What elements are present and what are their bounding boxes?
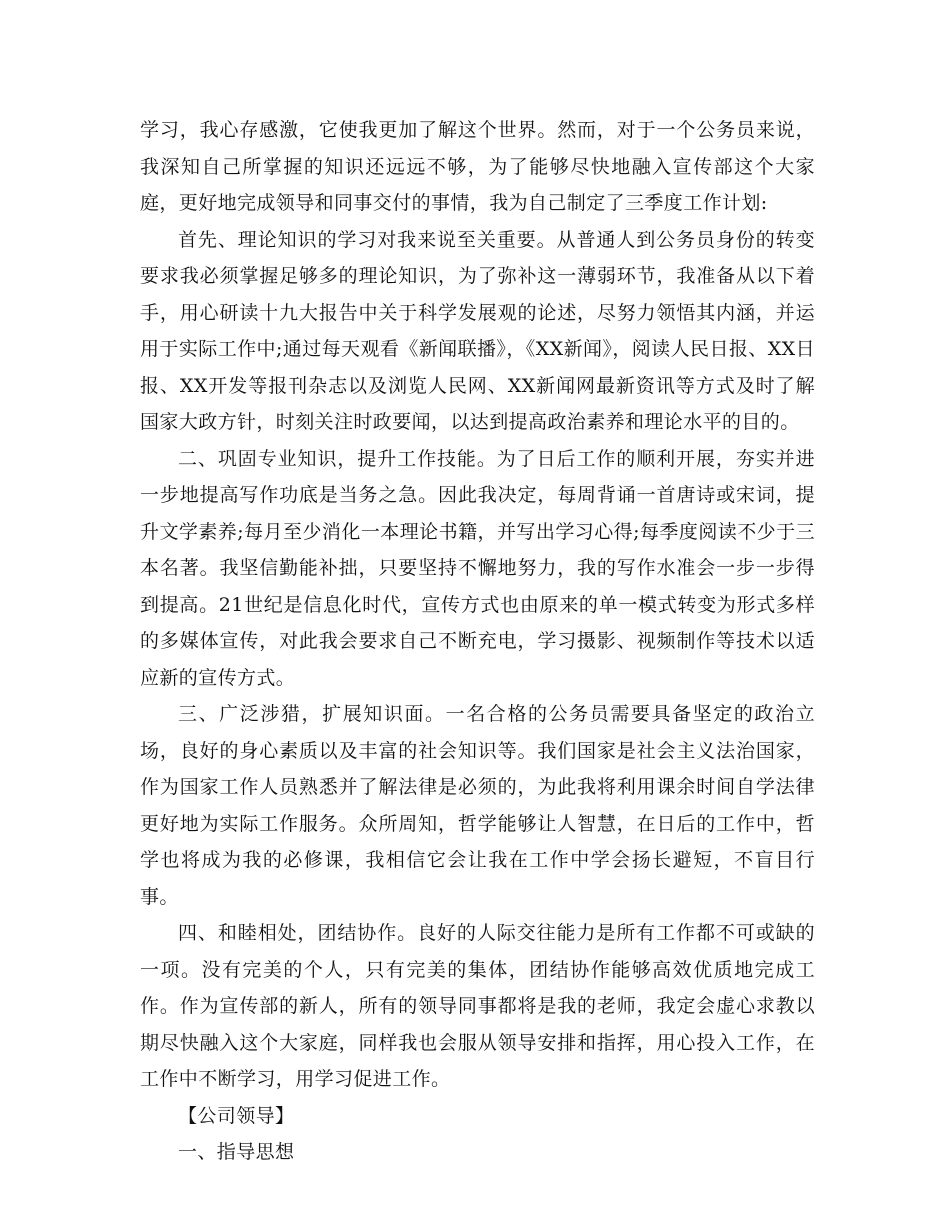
paragraph-continuation: 学习，我心存感激，它使我更加了解这个世界。然而，对于一个公务员来说，我深知自己所掌握的知识还远远不够，为了能够尽快地融入宣传部这个大家庭，更好地完成领导和同事交付的事情，我为自己制定了三季度工作计划:	[140, 119, 815, 214]
paragraph-professional-skills: 二、巩固专业知识，提升工作技能。为了日后工作的顺利开展，夯实并进一步地提高写作功底是当务之急。因此我决定，每周背诵一首唐诗或宋词，提升文学素养;每月至少消化一本理论书籍，并写出学习心得;每季度阅读不少于三本名著。我坚信勤能补拙，只要坚持不懈地努力，我的写作水准会一步一步得到提高。21世纪是信息化时代，宣传方式也由原来的单一模式转变为形式多样的多媒体宣传，对此我会要求自己不断充电，学习摄影、视频制作等技术以适应新的宣传方式。	[140, 447, 815, 689]
paragraph-theory-study: 首先、理论知识的学习对我来说至关重要。从普通人到公务员身份的转变要求我必须掌握足够多的理论知识，为了弥补这一薄弱环节，我准备从以下着手，用心研读十九大报告中关于科学发展观的论述，尽努力领悟其内涵，并运用于实际工作中;通过每天观看《新闻联播》，《XX新闻》，阅读人民日报、XX日报、XX开发等报刊杂志以及浏览人民网、XX新闻网最新资讯等方式及时了解国家大政方针，时刻关注时政要闻，以达到提高政治素养和理论水平的目的。	[140, 228, 815, 433]
section-label: 【公司领导】	[178, 1104, 295, 1127]
subheading-guiding-ideology: 一、指导思想	[178, 1141, 295, 1163]
document-body	[140, 112, 815, 1171]
paragraph-broaden-knowledge: 三、广泛涉猎，扩展知识面。一名合格的公务员需要具备坚定的政治立场，良好的身心素质以及丰富的社会知识等。我们国家是社会主义法治国家，作为国家工作人员熟悉并了解法律是必须的，为此我将利用课余时间自学法律更好地为实际工作服务。众所周知，哲学能够让人智慧，在日后的工作中，哲学也将成为我的必修课，我相信它会让我在工作中学会扬长避短，不盲目行事。	[140, 703, 815, 908]
paragraph-teamwork: 四、和睦相处，团结协作。良好的人际交往能力是所有工作都不可或缺的一项。没有完美的个人，只有完美的集体，团结协作能够高效优质地完成工作。作为宣传部的新人，所有的领导同事都将是我的老师，我定会虚心求教以期尽快融入这个大家庭，同样我也会服从领导安排和指挥，用心投入工作，在工作中不断学习，用学习促进工作。	[140, 922, 815, 1090]
